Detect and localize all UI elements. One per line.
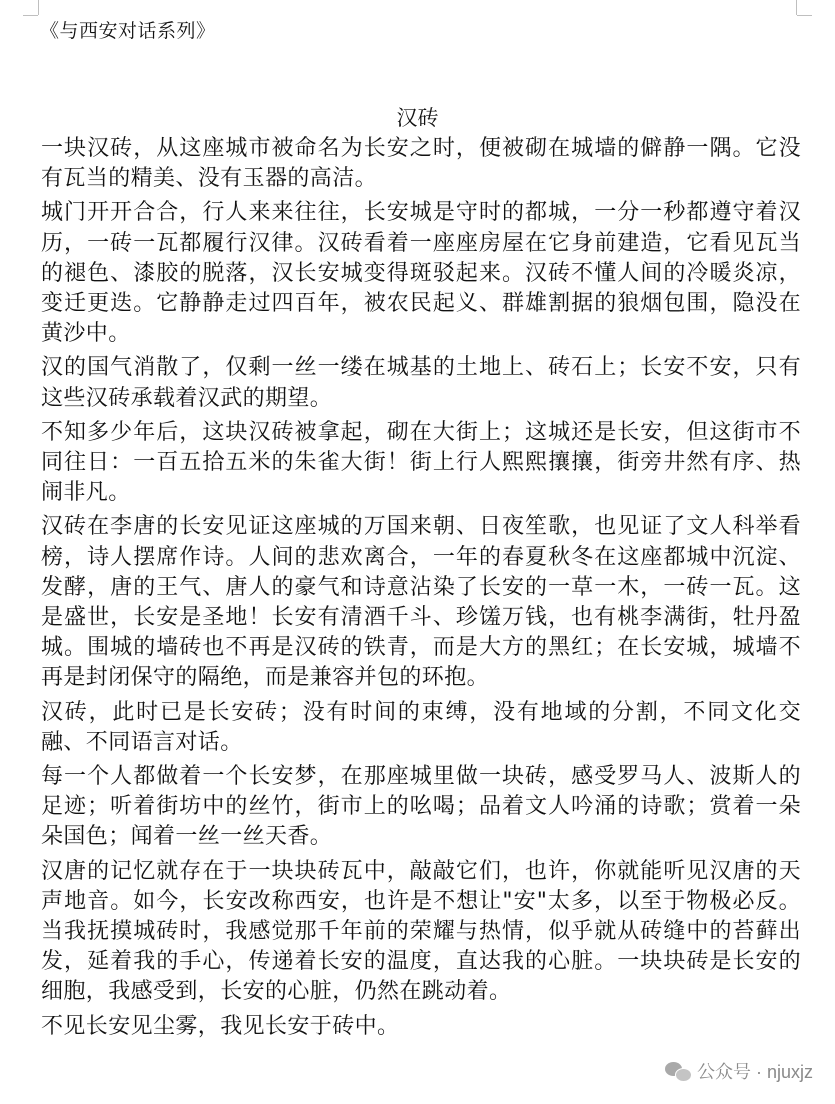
- paragraph: 每一个人都做着一个长安梦，在那座城里做一块砖，感受罗马人、波斯人的足迹；听着街坊中的丝竹，街市上的吆喝；品着文人吟涌的诗歌；赏着一朵朵国色；闻着一丝一丝天香。: [41, 764, 801, 850]
- crop-mark-top-right: [796, 0, 797, 15]
- crop-mark-top-left: [38, 0, 39, 15]
- crop-mark-top-right-h: [797, 15, 812, 16]
- crop-mark-top-left-h: [23, 15, 38, 16]
- paragraph: 不见长安见尘雾，我见长安于砖中。: [41, 1013, 400, 1039]
- series-title: 《与西安对话系列》: [40, 20, 216, 42]
- paragraph: 汉砖在李唐的长安见证这座城的万国来朝、日夜笙歌，也见证了文人科举看榜，诗人摆席作诗。人间的悲欢离合，一年的春夏秋冬在这座都城中沉淀、发酵，唐的王气、唐人的豪气和诗意沾染了长安的一草一木，一砖一瓦。这是盛世，长安是圣地！长安有清酒千斗、珍馐万钱，也有桃李满街，牡丹盈城。围城的墙砖也不再是汉砖的铁青，而是大方的黑红；在长安城，城墙不再是封闭保守的隔绝，而是兼容并包的环抱。: [41, 514, 801, 691]
- paragraph: 汉砖，此时已是长安砖；没有时间的束缚，没有地域的分割，不同文化交融、不同语言对话。: [41, 699, 801, 755]
- wechat-icon: [665, 1060, 691, 1082]
- account-watermark: [665, 1058, 813, 1084]
- paragraph: 城门开开合合，行人来来往往，长安城是守时的都城，一分一秒都遵守着汉历，一砖一瓦都履行汉律。汉砖看着一座座房屋在它身前建造，它看见瓦当的褪色、漆胶的脱落，汉长安城变得斑驳起来。汉砖不懂人间的冷暖炎凉，变迁更迭。它静静走过四百年，被农民起义、群雄割据的狼烟包围，隐没在黄沙中。: [41, 200, 801, 347]
- document-body: [41, 134, 801, 1046]
- paragraph: 汉唐的记忆就存在于一块块砖瓦中，敲敲它们，也许，你就能听见汉唐的天声地音。如今，长安改称西安，也许是不想让"安"太多，以至于物极必反。当我抚摸城砖时，我感觉那千年前的荣耀与热情，似乎就从砖缝中的苔藓出发，延着我的手心，传递着长安的温度，直达我的心脏。一块块砖是长安的细胞，我感受到，长安的心脏，仍然在跳动着。: [41, 858, 801, 1005]
- paragraph: 不知多少年后，这块汉砖被拿起，砌在大街上；这城还是长安，但这街市不同往日：一百五拾五米的朱雀大街！街上行人熙熙攘攘，街旁井然有序、热闹非凡。: [41, 419, 801, 506]
- watermark-text: 公众号 · njuxjz: [696, 1062, 813, 1082]
- paragraph: 一块汉砖，从这座城市被命名为长安之时，便被砌在城墙的僻静一隅。它没有瓦当的精美、没有玉器的高洁。: [41, 136, 801, 192]
- paragraph: 汉的国气消散了，仅剩一丝一缕在城基的土地上、砖石上；长安不安，只有这些汉砖承载着汉武的期望。: [41, 355, 801, 411]
- document-title: 汉砖: [396, 106, 439, 130]
